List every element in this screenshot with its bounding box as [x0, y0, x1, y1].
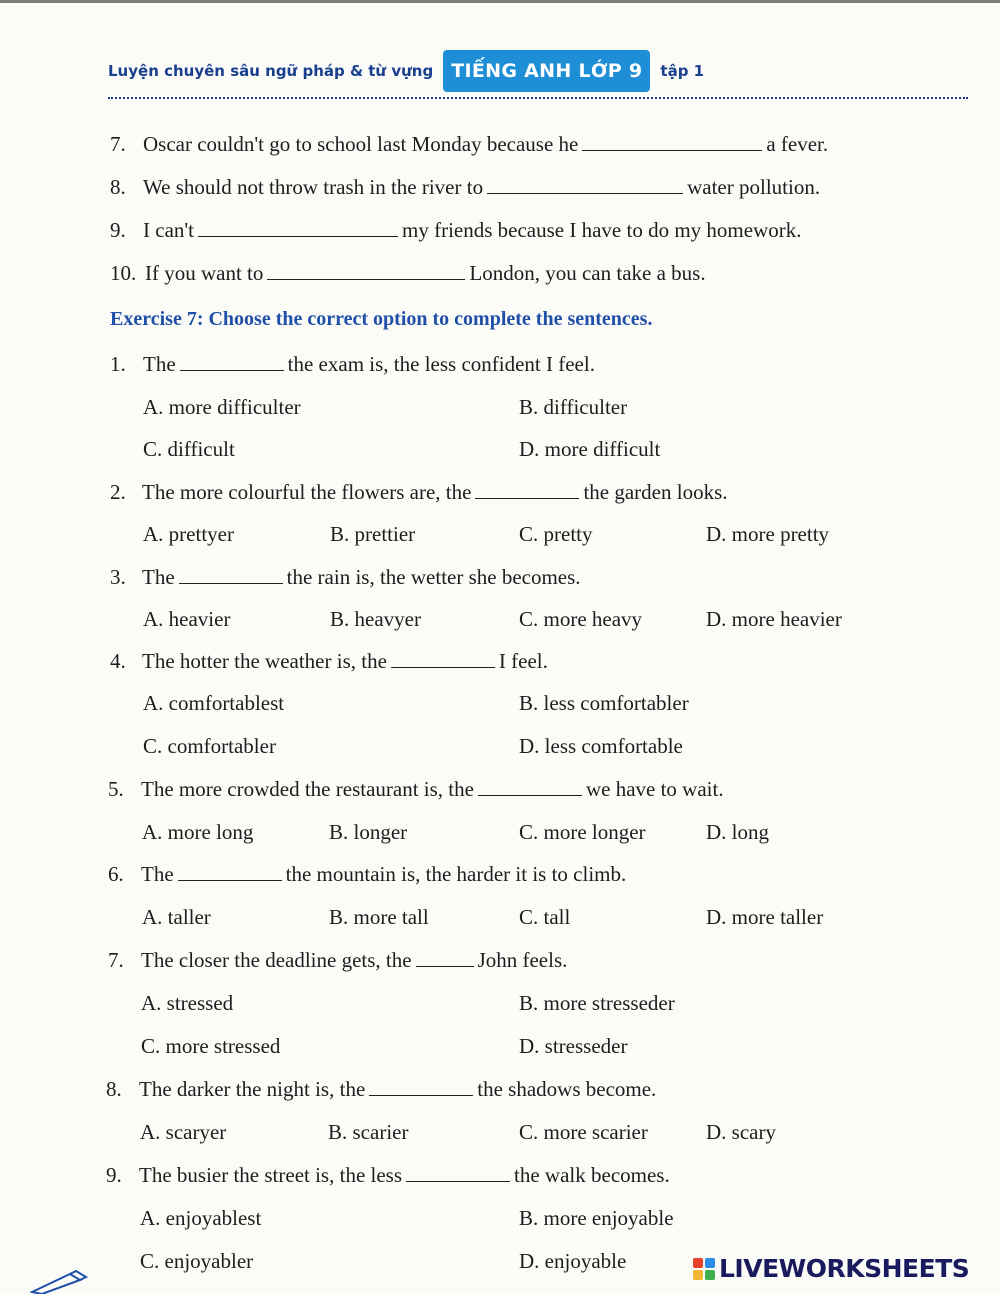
prev-item-8: We should not throw trash in the river to water pollution.	[143, 175, 821, 199]
question-number: 7.	[108, 948, 124, 972]
prev-item-number: 9.	[110, 218, 126, 242]
question-3: The the rain is, the wetter she becomes.	[142, 565, 581, 589]
question-1: The the exam is, the less confident I feel.	[143, 352, 595, 376]
question-number: 6.	[108, 862, 124, 886]
answer-blank[interactable]	[179, 565, 283, 584]
option-a[interactable]: A. prettyer	[143, 522, 234, 546]
option-c[interactable]: C. comfortabler	[143, 734, 276, 758]
option-a[interactable]: A. heavier	[143, 607, 231, 631]
answer-blank[interactable]	[475, 480, 579, 499]
answer-blank[interactable]	[391, 649, 495, 668]
page-header	[108, 44, 704, 98]
prev-item-10: If you want to London, you can take a bus.	[145, 261, 706, 285]
option-c[interactable]: C. more stressed	[141, 1034, 281, 1058]
book-badge: TIẾNG ANH LỚP 9	[443, 50, 650, 92]
option-b[interactable]: B. heavyer	[330, 607, 421, 631]
liveworksheets-watermark	[693, 1254, 969, 1283]
question-number: 9.	[106, 1163, 122, 1187]
option-c[interactable]: C. enjoyabler	[140, 1249, 254, 1273]
answer-blank[interactable]	[582, 132, 762, 151]
prev-item-number: 10.	[110, 261, 137, 285]
option-a[interactable]: A. stressed	[141, 991, 234, 1015]
answer-blank[interactable]	[478, 777, 582, 796]
prev-item-9: I can't my friends because I have to do my homework.	[143, 218, 802, 242]
watermark-text: LIVEWORKSHEETS	[719, 1254, 970, 1283]
option-b[interactable]: B. less comfortabler	[519, 691, 689, 715]
header-divider	[108, 97, 968, 99]
prev-item-7: Oscar couldn't go to school last Monday because he a fever.	[143, 132, 829, 156]
option-d[interactable]: D. scary	[706, 1120, 776, 1144]
option-c[interactable]: C. more longer	[519, 820, 646, 844]
exercise-title: Exercise 7: Choose the correct option to complete the sentences.	[110, 308, 653, 330]
answer-blank[interactable]	[406, 1163, 510, 1182]
option-b[interactable]: B. longer	[329, 820, 408, 844]
prev-item-number: 8.	[110, 175, 126, 199]
option-c[interactable]: C. more heavy	[519, 607, 643, 631]
question-number: 5.	[108, 777, 124, 801]
option-a[interactable]: A. more difficulter	[143, 395, 301, 419]
question-8: The darker the night is, the the shadows become.	[139, 1077, 657, 1101]
question-5: The more crowded the restaurant is, the we have to wait.	[141, 777, 724, 801]
prev-item-number: 7.	[110, 132, 126, 156]
pen-icon	[30, 1270, 90, 1294]
question-9: The busier the street is, the less the walk becomes.	[139, 1163, 670, 1187]
question-number: 2.	[110, 480, 126, 504]
option-a[interactable]: A. more long	[142, 820, 254, 844]
option-d[interactable]: D. enjoyable	[519, 1249, 627, 1273]
option-b[interactable]: B. difficulter	[519, 395, 628, 419]
top-rule	[0, 0, 1000, 3]
option-d[interactable]: D. more taller	[706, 905, 824, 929]
question-number: 8.	[106, 1077, 122, 1101]
option-d[interactable]: D. less comfortable	[519, 734, 683, 758]
option-c[interactable]: C. difficult	[143, 437, 235, 461]
question-7: The closer the deadline gets, the John feels.	[141, 948, 568, 972]
option-d[interactable]: D. more difficult	[519, 437, 661, 461]
question-number: 1.	[110, 352, 126, 376]
question-6: The the mountain is, the harder it is to climb.	[141, 862, 627, 886]
answer-blank[interactable]	[267, 261, 465, 280]
answer-blank[interactable]	[178, 862, 282, 881]
option-a[interactable]: A. scaryer	[140, 1120, 227, 1144]
question-number: 3.	[110, 565, 126, 589]
option-c[interactable]: C. more scarier	[519, 1120, 648, 1144]
option-b[interactable]: B. more stresseder	[519, 991, 675, 1015]
option-b[interactable]: B. more enjoyable	[519, 1206, 674, 1230]
option-c[interactable]: C. tall	[519, 905, 571, 929]
option-a[interactable]: A. enjoyablest	[140, 1206, 262, 1230]
option-b[interactable]: B. prettier	[330, 522, 416, 546]
option-b[interactable]: B. more tall	[329, 905, 429, 929]
option-b[interactable]: B. scarier	[328, 1120, 409, 1144]
option-d[interactable]: D. long	[706, 820, 769, 844]
option-d[interactable]: D. stresseder	[519, 1034, 628, 1058]
volume-label: tập 1	[660, 62, 705, 80]
option-a[interactable]: A. taller	[142, 905, 211, 929]
liveworksheets-logo-icon	[693, 1258, 715, 1280]
answer-blank[interactable]	[416, 948, 474, 967]
option-d[interactable]: D. more heavier	[706, 607, 842, 631]
option-a[interactable]: A. comfortablest	[143, 691, 285, 715]
question-4: The hotter the weather is, the I feel.	[142, 649, 548, 673]
answer-blank[interactable]	[369, 1077, 473, 1096]
option-c[interactable]: C. pretty	[519, 522, 593, 546]
question-2: The more colourful the flowers are, the the garden looks.	[142, 480, 728, 504]
series-title: Luyện chuyên sâu ngữ pháp & từ vựng	[108, 62, 434, 80]
answer-blank[interactable]	[180, 352, 284, 371]
question-number: 4.	[110, 649, 126, 673]
option-d[interactable]: D. more pretty	[706, 522, 830, 546]
answer-blank[interactable]	[487, 175, 683, 194]
answer-blank[interactable]	[198, 218, 398, 237]
